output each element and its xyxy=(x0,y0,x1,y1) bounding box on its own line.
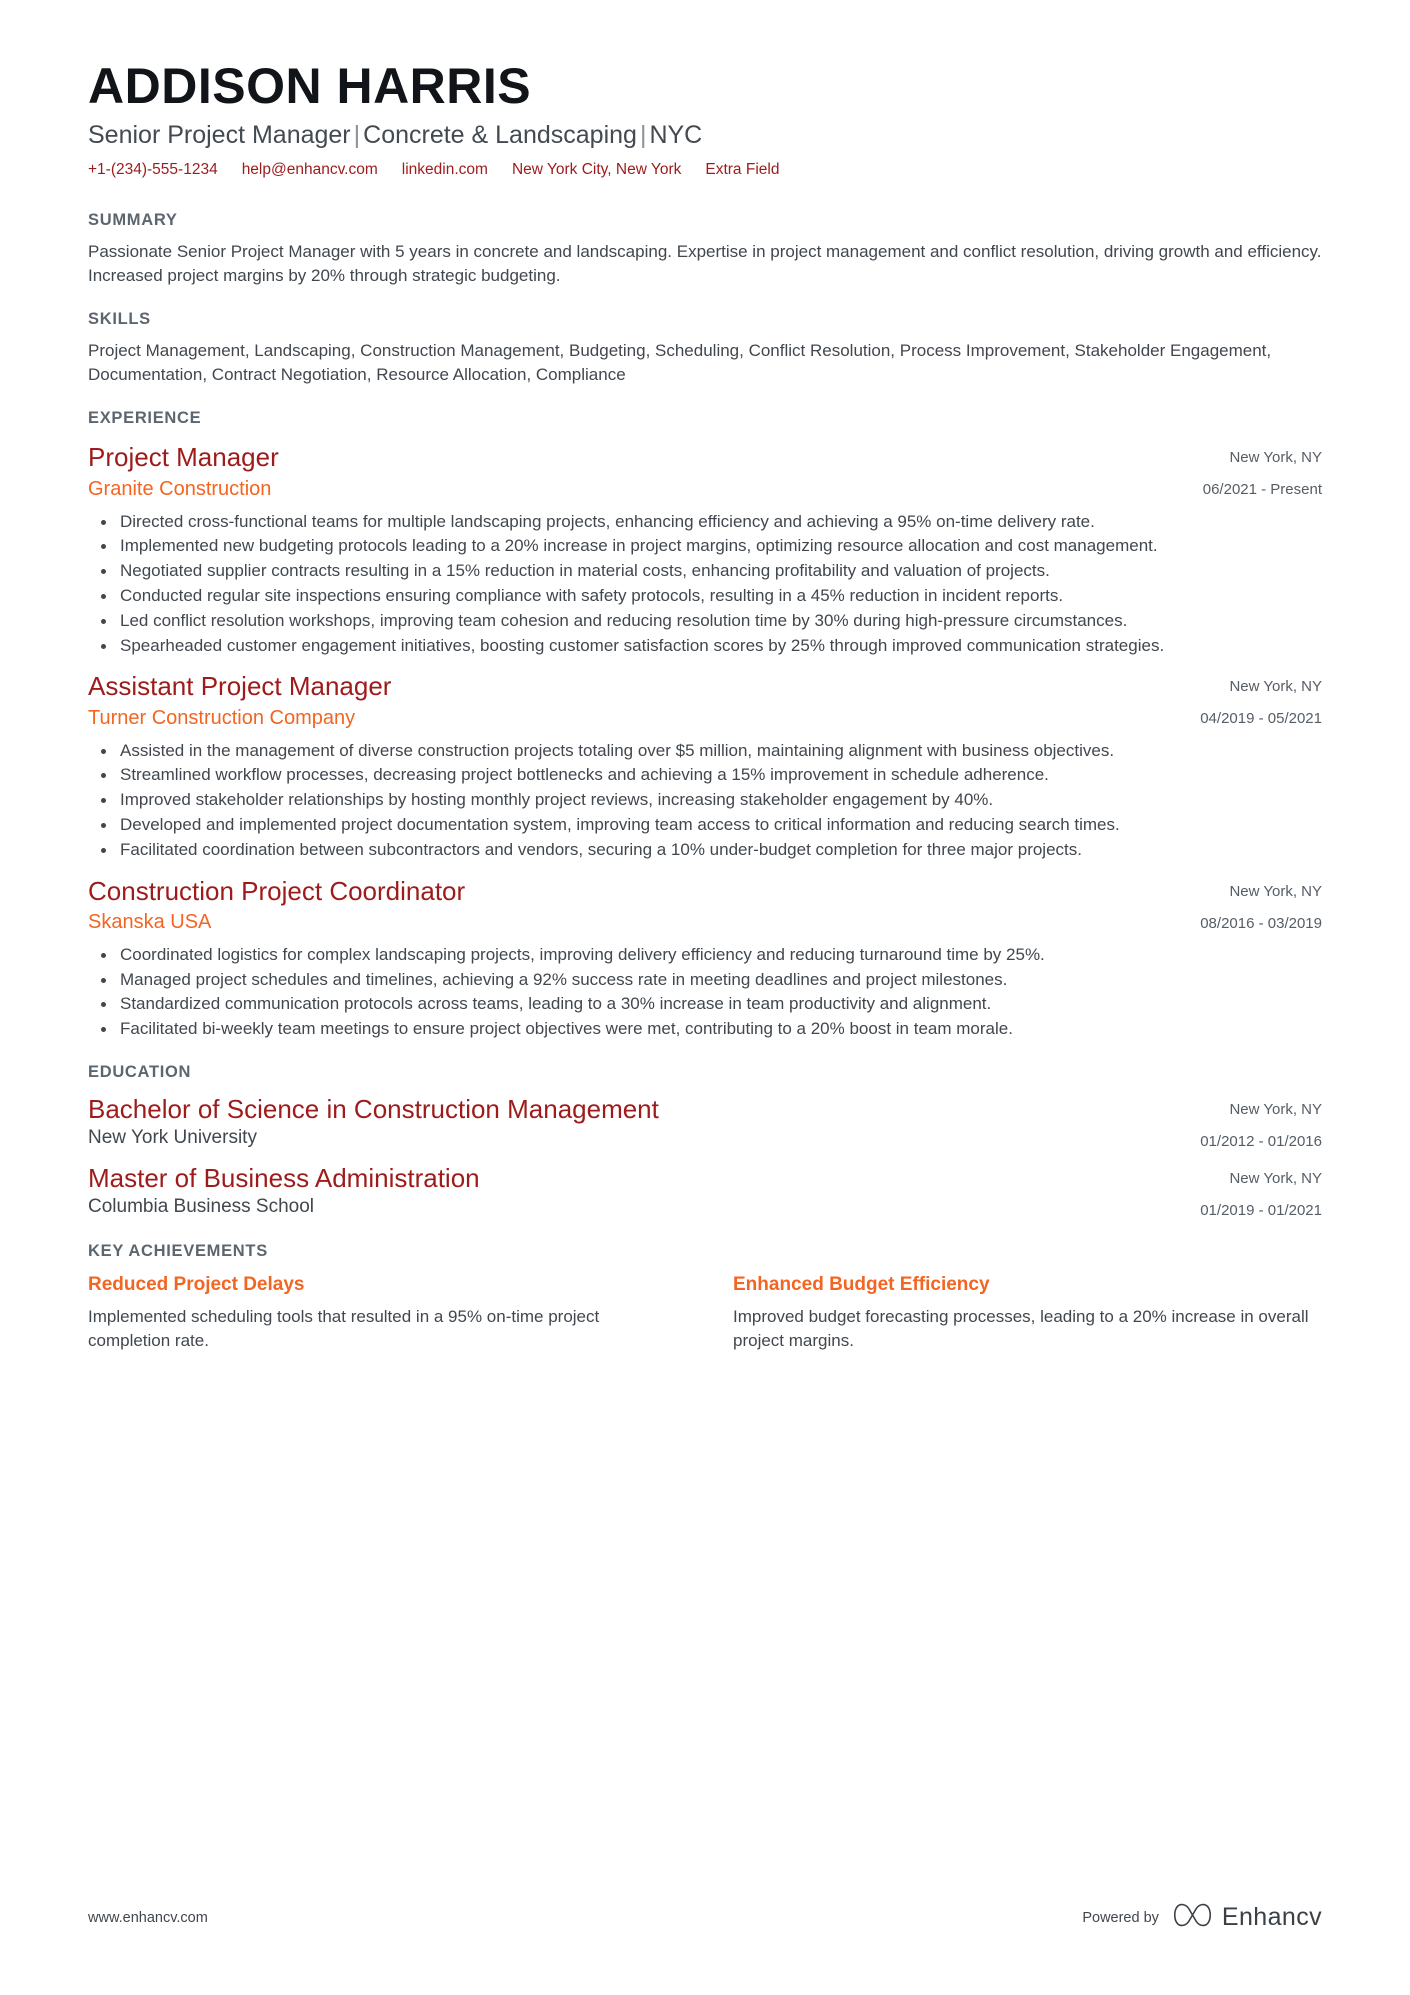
section-education xyxy=(88,1063,1322,1220)
experience-entry-right xyxy=(1132,876,1322,933)
section-summary xyxy=(88,211,1322,288)
experience-location: New York, NY xyxy=(1229,678,1322,696)
enhancv-logo xyxy=(1173,1902,1322,1933)
headline-role: Senior Project Manager xyxy=(88,121,351,149)
achievement-text: Improved budget forecasting processes, leading to a 20% increase in overall project margins. xyxy=(733,1306,1309,1350)
experience-entry-right xyxy=(1132,671,1322,728)
experience-bullet: Coordinated logistics for complex landscaping projects, improving delivery efficiency and reducing turnaround time by 25%. xyxy=(118,943,1322,967)
resume-header xyxy=(88,58,1322,181)
section-title-experience: EXPERIENCE xyxy=(88,409,202,428)
contact-email[interactable]: help@enhancv.com xyxy=(241,161,378,179)
contact-list xyxy=(88,159,1322,181)
achievements-grid xyxy=(88,1273,1322,1352)
experience-bullet: Facilitated bi-weekly team meetings to ensure project objectives were met, contributing to a 20% boost in team morale. xyxy=(118,1017,1322,1041)
experience-bullet: Assisted in the management of diverse construction projects totaling over $5 million, maintaining alignment with business objectives. xyxy=(118,739,1322,763)
education-location: New York, NY xyxy=(1229,1100,1322,1118)
experience-company: Turner Construction Company xyxy=(88,706,356,729)
experience-dates: 04/2019 - 05/2021 xyxy=(1200,710,1322,728)
headline-separator-1: | xyxy=(353,121,361,149)
experience-bullet: Implemented new budgeting protocols leading to a 20% increase in project margins, optimizing resource allocation and cost management. xyxy=(118,534,1322,558)
section-title-education: EDUCATION xyxy=(88,1062,192,1081)
summary-text: Passionate Senior Project Manager with 5 years in concrete and landscaping. Expertise in project management and conflict resolution, driving growth and efficiency. Increased project margins by 20% through strategic budgeting. xyxy=(88,241,1322,286)
experience-company: Skanska USA xyxy=(88,910,212,933)
achievement-title: Reduced Project Delays xyxy=(88,1273,305,1295)
headline-location: NYC xyxy=(649,121,703,149)
enhancv-mark-icon xyxy=(1173,1902,1213,1933)
experience-location: New York, NY xyxy=(1229,449,1322,467)
experience-bullet: Managed project schedules and timelines, achieving a 92% success rate in meeting deadlines and project milestones. xyxy=(118,968,1322,992)
section-key-achievements xyxy=(88,1242,1322,1352)
section-title-summary: SUMMARY xyxy=(88,210,178,229)
experience-bullet: Conducted regular site inspections ensuring compliance with safety protocols, resulting in a 45% reduction in incident reports. xyxy=(118,584,1322,608)
education-entry-header xyxy=(88,1094,1322,1151)
education-entry-left xyxy=(88,1094,1132,1150)
section-experience xyxy=(88,409,1322,1041)
experience-bullet: Led conflict resolution workshops, improving team cohesion and reducing resolution time by 30% during high-pressure circumstances. xyxy=(118,609,1322,633)
education-entry-right xyxy=(1132,1163,1322,1220)
experience-entry-header xyxy=(88,671,1322,729)
experience-bullet: Streamlined workflow processes, decreasing project bottlenecks and achieving a 15% improvement in schedule adherence. xyxy=(118,763,1322,787)
education-dates: 01/2012 - 01/2016 xyxy=(1200,1132,1322,1150)
education-entry-right xyxy=(1132,1094,1322,1151)
experience-entry-left xyxy=(88,671,1132,729)
contact-phone[interactable]: +1-(234)-555-1234 xyxy=(88,161,218,179)
experience-bullet: Negotiated supplier contracts resulting in a 15% reduction in material costs, enhancing profitability and valuation of projects. xyxy=(118,559,1322,583)
experience-bullets xyxy=(88,943,1322,1041)
footer-branding xyxy=(1082,1902,1322,1933)
section-skills xyxy=(88,310,1322,387)
experience-entry-left xyxy=(88,876,1132,934)
contact-location: New York City, New York xyxy=(511,161,682,179)
achievement-item xyxy=(733,1273,1322,1352)
experience-role: Construction Project Coordinator xyxy=(88,875,466,906)
candidate-name: ADDISON HARRIS xyxy=(88,58,532,114)
headline-separator-2: | xyxy=(639,121,647,149)
experience-bullets xyxy=(88,739,1322,862)
powered-by-label: Powered by xyxy=(1082,1909,1159,1926)
education-dates: 01/2019 - 01/2021 xyxy=(1200,1201,1322,1219)
headline-specialty: Concrete & Landscaping xyxy=(363,121,637,149)
experience-company: Granite Construction xyxy=(88,477,272,500)
experience-entry-left xyxy=(88,442,1132,500)
experience-entry xyxy=(88,876,1322,1041)
experience-dates: 06/2021 - Present xyxy=(1202,481,1322,499)
experience-bullet: Developed and implemented project documentation system, improving team access to critical information and reducing search times. xyxy=(118,813,1322,837)
achievement-text: Implemented scheduling tools that resulted in a 95% on-time project completion rate. xyxy=(88,1306,600,1350)
education-entry xyxy=(88,1094,1322,1151)
experience-bullet: Facilitated coordination between subcontractors and vendors, securing a 10% under-budget completion for three major projects. xyxy=(118,838,1322,862)
contact-linkedin[interactable]: linkedin.com xyxy=(401,161,488,179)
education-school: New York University xyxy=(88,1127,257,1149)
experience-bullet: Spearheaded customer engagement initiatives, boosting customer satisfaction scores by 25% through improved communication strategies. xyxy=(118,634,1322,658)
experience-role: Assistant Project Manager xyxy=(88,671,392,702)
experience-bullet: Standardized communication protocols across teams, leading to a 30% increase in team productivity and alignment. xyxy=(118,992,1322,1016)
experience-entry-header xyxy=(88,876,1322,934)
experience-role: Project Manager xyxy=(88,442,279,473)
education-entry-left xyxy=(88,1163,1132,1219)
achievement-item xyxy=(88,1273,677,1352)
experience-location: New York, NY xyxy=(1229,882,1322,900)
experience-entry xyxy=(88,442,1322,657)
experience-entry-header xyxy=(88,442,1322,500)
education-degree: Master of Business Administration xyxy=(88,1162,480,1193)
experience-bullet: Improved stakeholder relationships by hosting monthly project reviews, increasing stakeholder engagement by 40%. xyxy=(118,788,1322,812)
education-school: Columbia Business School xyxy=(88,1196,315,1218)
footer-website-url[interactable]: www.enhancv.com xyxy=(88,1909,208,1926)
candidate-headline xyxy=(88,120,1322,151)
skills-text: Project Management, Landscaping, Construction Management, Budgeting, Scheduling, Conflict Resolution, Process Improvement, Stakeholder Engagement, Documentation, Contract Negotiation, Resource Allocation, Compliance xyxy=(88,341,1272,385)
experience-entry-right xyxy=(1132,442,1322,499)
experience-bullet: Directed cross-functional teams for multiple landscaping projects, enhancing efficiency and achieving a 95% on-time delivery rate. xyxy=(118,510,1322,534)
achievement-title: Enhanced Budget Efficiency xyxy=(733,1273,990,1295)
section-title-key-achievements: KEY ACHIEVEMENTS xyxy=(88,1241,268,1260)
education-degree: Bachelor of Science in Construction Management xyxy=(88,1093,659,1124)
experience-entry xyxy=(88,671,1322,861)
education-entry xyxy=(88,1163,1322,1220)
experience-bullets xyxy=(88,510,1322,658)
section-title-skills: SKILLS xyxy=(88,310,151,329)
experience-dates: 08/2016 - 03/2019 xyxy=(1200,914,1322,932)
enhancv-wordmark: Enhancv xyxy=(1221,1903,1322,1931)
resume-footer xyxy=(88,1902,1322,1933)
contact-extra-field: Extra Field xyxy=(705,161,780,179)
education-location: New York, NY xyxy=(1229,1169,1322,1187)
education-entry-header xyxy=(88,1163,1322,1220)
